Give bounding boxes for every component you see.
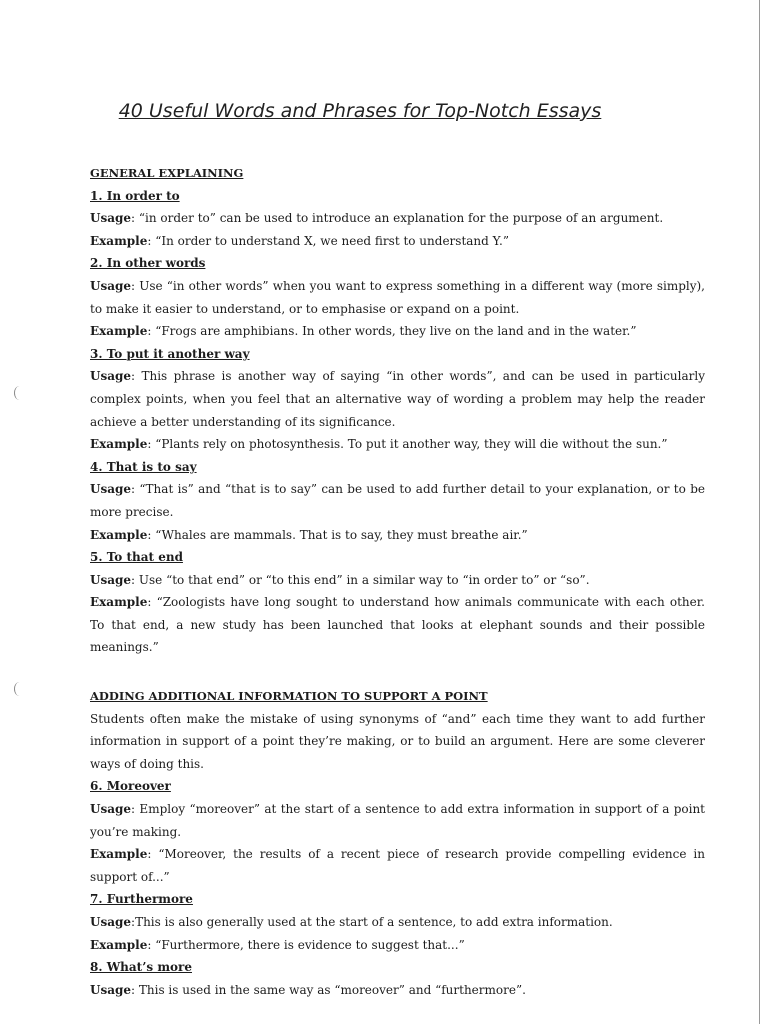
page-edge-line (759, 0, 760, 1024)
usage-label: Usage (90, 211, 132, 226)
usage-text: : “That is” and “that is to say” can be used to add further detail to your explanation, or to be more precise. (90, 482, 705, 519)
usage-paragraph (90, 365, 705, 433)
usage-label: Usage (90, 369, 132, 384)
example-label: Example (90, 937, 148, 952)
example-paragraph (90, 934, 705, 957)
item-heading-in-order-to: 1. In order to (90, 188, 180, 203)
item-heading-furthermore: 7. Furthermore (90, 892, 193, 907)
section-heading-adding-information: ADDING ADDITIONAL INFORMATION TO SUPPORT A POINT (90, 689, 488, 704)
example-text: : “Whales are mammals. That is to say, they must breathe air.” (147, 527, 528, 542)
item-heading-to-that-end: 5. To that end (90, 550, 183, 565)
example-text: : “Plants rely on photosynthesis. To put it another way, they will die without the sun.” (147, 437, 668, 452)
example-label: Example (90, 324, 148, 339)
example-paragraph (90, 591, 705, 659)
example-label: Example (90, 595, 148, 610)
example-paragraph (90, 433, 705, 456)
usage-text: : This phrase is another way of saying “in other words”, and can be used in particularly complex points, when you feel that an alternative way of wording a problem may help the reader achieve a better understanding of its significance. (90, 369, 705, 429)
document-title: 40 Useful Words and Phrases for Top-Notch Essays (118, 100, 602, 122)
example-text: : “Frogs are amphibians. In other words, they live on the land and in the water.” (147, 324, 637, 339)
usage-label: Usage (90, 572, 132, 587)
usage-text: : Use “to that end” or “to this end” in a similar way to “in order to” or “so”. (131, 572, 590, 587)
usage-paragraph (90, 275, 705, 320)
usage-label: Usage (90, 482, 132, 497)
example-label: Example (90, 527, 148, 542)
item-heading-moreover: 6. Moreover (90, 779, 171, 794)
section-heading-general-explaining: GENERAL EXPLAINING (90, 166, 244, 180)
example-paragraph (90, 843, 705, 888)
example-label: Example (90, 233, 148, 248)
usage-paragraph (90, 979, 705, 1002)
example-paragraph (90, 230, 705, 253)
example-text: : “Moreover, the results of a recent piece of research provide compelling evidence in support of...” (90, 847, 705, 884)
section-intro: Students often make the mistake of using synonyms of “and” each time they want to add further information in support of a point they’re making, or to build an argument. Here are some cleverer ways of doing this. (90, 711, 705, 771)
section-spacer (90, 659, 705, 685)
usage-label: Usage (90, 278, 132, 293)
usage-text: : Use “in other words” when you want to express something in a different way (more simply), to make it easier to understand, or to emphasise or expand on a point. (90, 278, 705, 316)
example-text: : “In order to understand X, we need first to understand Y.” (147, 233, 509, 248)
item-heading-that-is-to-say: 4. That is to say (90, 459, 197, 474)
usage-text: : “in order to” can be used to introduce an explanation for the purpose of an argument. (131, 211, 664, 226)
usage-paragraph (90, 911, 705, 934)
usage-paragraph (90, 798, 705, 843)
item-heading-in-other-words: 2. In other words (90, 256, 206, 271)
usage-paragraph (90, 207, 705, 230)
usage-text: :This is also generally used at the start of a sentence, to add extra information. (131, 915, 613, 929)
usage-label: Usage (90, 802, 132, 817)
example-text: : “Zoologists have long sought to understand how animals communicate with each other. To that end, a new study has been launched that looks at elephant sounds and their possible meanings.” (90, 595, 705, 655)
usage-paragraph (90, 478, 705, 523)
usage-text: : Employ “moreover” at the start of a sentence to add extra information in support of a point you’re making. (90, 802, 705, 839)
punch-hole-mark (14, 682, 25, 696)
example-label: Example (90, 437, 148, 452)
usage-paragraph (90, 569, 705, 592)
example-paragraph (90, 524, 705, 547)
example-text: : “Furthermore, there is evidence to suggest that...” (147, 937, 465, 952)
usage-label: Usage (90, 982, 132, 997)
item-heading-to-put-it-another-way: 3. To put it another way (90, 346, 250, 361)
punch-hole-mark (14, 386, 25, 400)
document-body (90, 162, 705, 1001)
example-paragraph (90, 320, 705, 343)
example-label: Example (90, 847, 148, 862)
item-heading-whats-more: 8. What’s more (90, 960, 192, 975)
usage-text: : This is used in the same way as “moreover” and “furthermore”. (131, 982, 526, 997)
usage-label: Usage (90, 915, 132, 929)
